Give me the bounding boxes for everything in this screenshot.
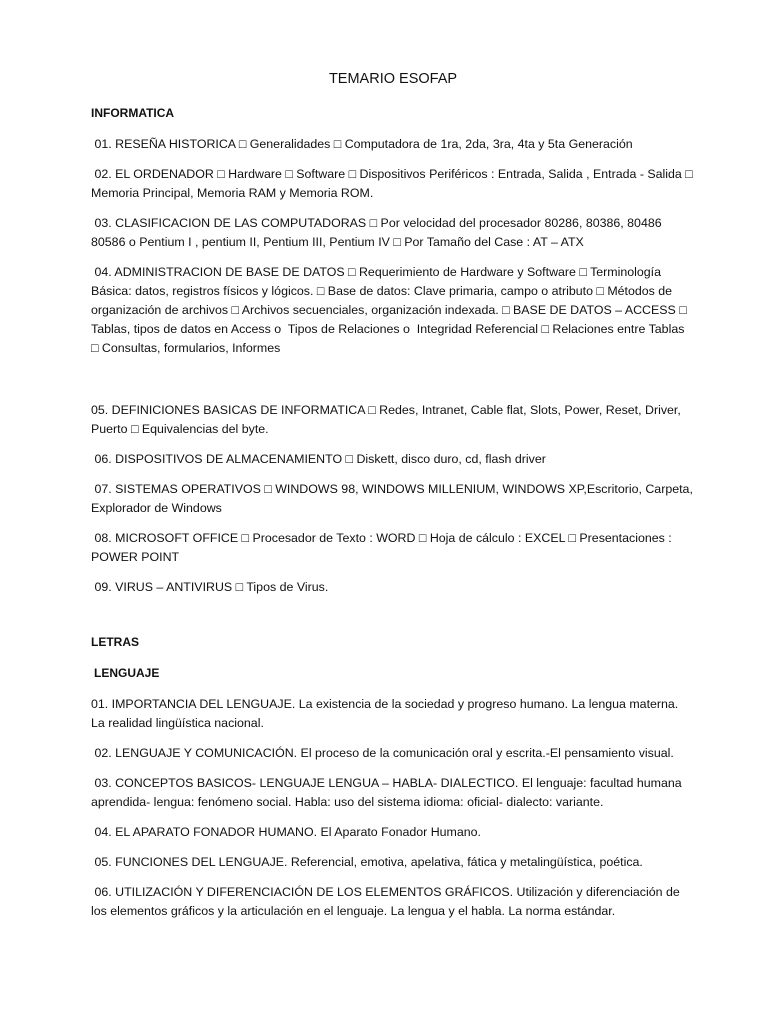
spacer — [91, 608, 695, 633]
list-item: 08. MICROSOFT OFFICE □ Procesador de Texto : WORD □ Hoja de cálculo : EXCEL □ Presentaciones : POWER POINT — [91, 531, 676, 564]
list-item: 03. CONCEPTOS BASICOS- LENGUAJE LENGUA – HABLA- DIALECTICO. El lenguaje: facultad humana aprendida- lengua: fenómeno social. Habla: uso del sistema idioma: oficial- dialecto: variante. — [91, 776, 686, 809]
list-item: 04. EL APARATO FONADOR HUMANO. El Aparato Fonador Humano. — [91, 825, 481, 839]
document-title: TEMARIO ESOFAP — [328, 71, 458, 87]
section-heading-letras: LETRAS — [91, 635, 139, 649]
document-page — [91, 68, 695, 932]
list-item: 09. VIRUS – ANTIVIRUS □ Tipos de Virus. — [91, 580, 329, 594]
list-item: 05. FUNCIONES DEL LENGUAJE. Referencial, emotiva, apelativa, fática y metalingüística, poética. — [91, 855, 643, 869]
list-item: 04. ADMINISTRACION DE BASE DE DATOS □ Requerimiento de Hardware y Software □ Terminología Básica: datos, registros físicos y lógicos. □ Base de datos: Clave primaria, campo o atributo □ Métodos de organización de archivos □ Archivos secuenciales, organización indexada. □ BASE DE DATOS – ACCESS □ Tablas, tipos de datos en Access o Tipos de Relaciones o Integridad Referencial □ Relaciones entre Tablas □ Consultas, formularios, Informes — [91, 265, 690, 355]
list-item: 01. RESEÑA HISTORICA □ Generalidades □ Computadora de 1ra, 2da, 3ra, 4ta y 5ta Generación — [91, 137, 633, 151]
list-item: 06. DISPOSITIVOS DE ALMACENAMIENTO □ Diskett, disco duro, cd, flash driver — [91, 452, 546, 466]
list-item: 03. CLASIFICACION DE LAS COMPUTADORAS □ Por velocidad del procesador 80286, 80386, 80486 80586 o Pentium I , pentium II, Pentium III, Pentium IV □ Por Tamaño del Case : AT – ATX — [91, 216, 666, 249]
list-item: 02. EL ORDENADOR □ Hardware □ Software □ Dispositivos Periféricos : Entrada, Salida , Entrada - Salida □ Memoria Principal, Memoria RAM y Memoria ROM. — [91, 167, 697, 200]
list-item: 06. UTILIZACIÓN Y DIFERENCIACIÓN DE LOS ELEMENTOS GRÁFICOS. Utilización y diferenciación de los elementos gráficos y la articulación en el lenguaje. La lengua y el habla. La norma estándar. — [91, 885, 684, 918]
list-item: 01. IMPORTANCIA DEL LENGUAJE. La existencia de la sociedad y progreso humano. La lengua materna. La realidad lingüística nacional. — [91, 697, 682, 730]
spacer — [91, 369, 695, 401]
section-heading-informatica: INFORMATICA — [91, 106, 175, 120]
list-item: 07. SISTEMAS OPERATIVOS □ WINDOWS 98, WINDOWS MILLENIUM, WINDOWS XP,Escritorio, Carpeta, Explorador de Windows — [91, 482, 697, 515]
list-item: 02. LENGUAJE Y COMUNICACIÓN. El proceso de la comunicación oral y escrita.-El pensamiento visual. — [91, 746, 674, 760]
list-item: 05. DEFINICIONES BASICAS DE INFORMATICA □ Redes, Intranet, Cable flat, Slots, Power, Reset, Driver, Puerto □ Equivalencias del byte. — [91, 403, 685, 436]
section-subheading-lenguaje: LENGUAJE — [94, 666, 160, 680]
